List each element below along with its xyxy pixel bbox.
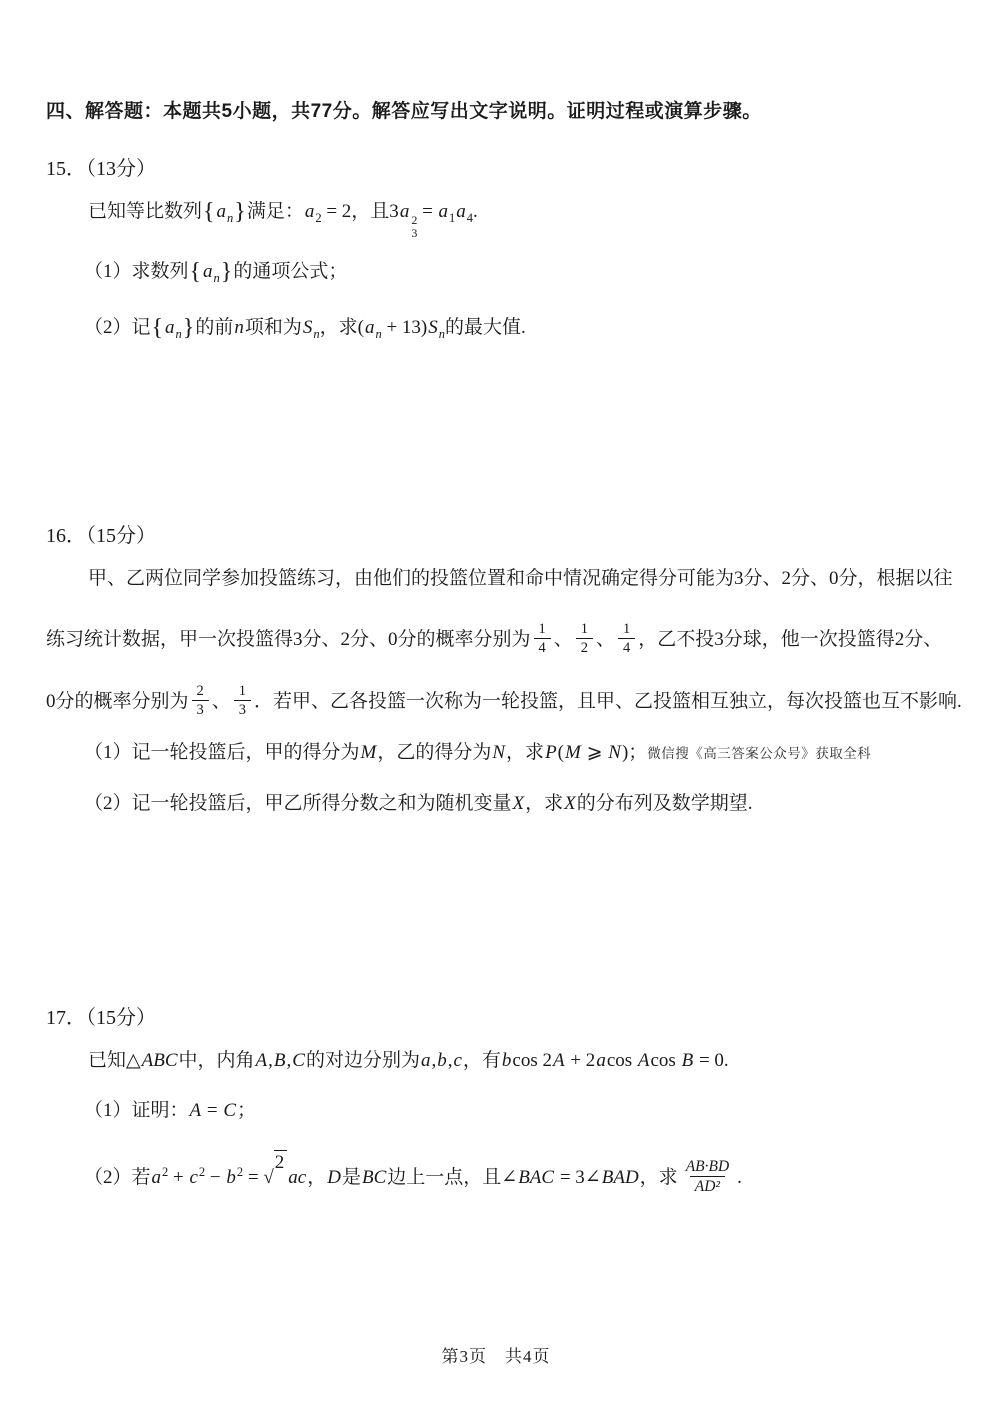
math-variable: a [364,317,375,339]
curly-brace: } [182,315,195,342]
question-block [46,1001,940,1206]
text-run: ，乙不投3分球，他一次投篮得2分、 [638,629,943,651]
text-run: 的最大值. [444,317,526,339]
watermark-text: 微信搜《高三答案公众号》获取全科 [647,746,872,762]
text-run: （1）求数列 [84,261,189,283]
math-subscripted [216,201,234,225]
subscript: n [313,327,320,342]
math-variable: b [501,1050,512,1072]
text-run: （2）记一轮投篮后，甲乙所得分数之和为随机变量 [84,793,512,815]
question-line [46,255,940,295]
math-variable: a [304,201,315,222]
text-run: + 2 [565,1050,596,1072]
math-variable: b [226,1167,236,1189]
fraction-numerator: 1 [238,683,247,700]
superscript: 2 [236,1165,244,1180]
fraction-denominator: 3 [192,700,209,719]
text-run: 、 [211,691,231,713]
math-variable: X [512,793,525,815]
question-line [46,195,940,239]
math-subscripted [304,201,322,225]
math-variable: ac [288,1167,307,1189]
text-run: ( [557,742,564,764]
math-variable: c [453,1050,462,1072]
math-variable: a [456,201,466,222]
text-run: 的前 [195,317,234,339]
curly-brace: { [151,315,164,342]
text-run: . [737,1167,742,1189]
radical-sign: √ [263,1167,274,1189]
math-subscripted [427,317,445,342]
superscript: 2 [411,213,418,227]
text-run: , [431,1050,437,1072]
math-variable: c [189,1167,198,1189]
subscript: 1 [449,211,456,225]
text-run: ，求 [525,793,564,815]
question-number: 15．（13分） [46,158,156,180]
text-run: , [447,1050,453,1072]
math-variable: B [273,1050,286,1072]
question-line [46,1044,940,1078]
curly-brace: } [220,259,233,286]
math-variable: BC [362,1167,387,1189]
radicand: 2 [274,1150,288,1175]
math-variable: S [302,317,313,339]
math-superscripted [188,1167,205,1188]
subscript: n [175,327,182,342]
math-variable: n [234,317,244,339]
math-variable: N [492,742,506,764]
text-run: 满足： [246,201,304,222]
text-run: 、 [596,629,616,651]
fraction-numerator: 1 [538,621,546,638]
math-variable: a [420,1050,431,1072]
math-variable: a [203,261,213,283]
text-run: 0分的概率分别为 [46,691,189,713]
superscript: 2 [162,1165,169,1180]
fraction-denominator: AD² [690,1176,725,1196]
fraction [681,1157,734,1197]
math-variable: S [428,317,438,339]
fraction [234,682,251,719]
text-run: ，求 [506,742,545,764]
math-variable: a [438,201,449,222]
text-run: （1）记一轮投篮后，甲的得分为 [84,742,360,764]
text-run: , [268,1050,273,1072]
text-run: ，乙的得分为 [377,742,492,764]
text-run: = [417,201,438,222]
page-footer-text: 第3页 共4页 [441,1347,551,1366]
text-run: ．若甲、乙各投篮一次称为一轮投篮，且甲、乙投篮相互独立，每次投篮也互不影响. [254,691,962,713]
math-variable: A [552,1050,565,1072]
section-header: 四、解答题：本题共5小题，共77分。解答应写出文字说明。证明过程或演算步骤。 [46,101,762,122]
text-run: = 3∠ [555,1167,601,1189]
fraction-numerator: 2 [196,683,204,700]
question-block [46,152,940,351]
text-run: , [286,1050,292,1072]
fraction-numerator: AB·BD [685,1157,730,1175]
math-variable: C [223,1100,237,1122]
text-run: 甲、乙两位同学参加投篮练习，由他们的投篮位置和命中情况确定得分可能为3分、2分、0分，根据以往 [88,568,953,590]
text-run: ，求( [319,317,364,339]
text-run: cos 2 [512,1050,552,1072]
math-variable: a [399,201,410,222]
math-variable: ABC [141,1050,178,1072]
math-variable: B [681,1050,694,1072]
question-line [46,787,940,821]
text-run: 的对边分别为 [305,1050,420,1072]
math-variable: a [596,1050,606,1072]
text-run: ， [307,1167,327,1189]
text-run: cos [650,1050,681,1072]
subscript: 2 [315,211,322,225]
math-subscripted [164,317,182,342]
text-run: − [205,1167,226,1189]
fraction-denominator: 3 [234,700,251,719]
text-run: . [473,201,478,222]
question-line [46,612,943,668]
fraction-denominator: 2 [576,638,593,657]
superscript: 2 [198,1165,206,1180]
subscript: n [375,327,382,342]
fraction [534,620,551,657]
math-variable: a [165,317,175,339]
math-variable: X [564,793,576,815]
text-run: （2）记 [84,317,151,339]
text-run: )； [621,742,648,764]
text-run: 中，内角 [178,1050,255,1072]
curly-brace: } [234,199,246,225]
text-run: 已知△ [88,1050,141,1072]
text-run: = 2，且3 [321,201,399,222]
math-sub-superscripted [399,201,418,240]
math-variable: C [292,1050,305,1072]
text-run: 是 [341,1167,361,1189]
math-variable: P [545,742,557,764]
question-line [46,1094,940,1128]
fraction [192,682,209,719]
math-superscripted [151,1167,169,1188]
math-variable: N [608,742,621,764]
text-run: 的分布列及数学期望. [576,793,753,815]
curly-brace: { [189,259,202,286]
fraction [576,620,593,657]
math-subscripted [302,317,320,342]
question-line [46,1144,940,1206]
page-footer [0,1342,992,1367]
math-variable: BAD [601,1167,639,1189]
text-run: （1）证明： [84,1100,189,1122]
text-run: ⩾ [581,742,608,764]
question-number: 17．（15分） [46,1007,156,1030]
math-variable: BAC [518,1167,555,1189]
text-run: ，求 [639,1167,678,1189]
questions-container [46,152,962,1206]
math-variable: A [637,1050,650,1072]
text-run: + 13) [381,317,428,339]
math-variable: D [327,1167,341,1189]
question-line [46,562,953,596]
math-subscripted [202,261,220,286]
subscript: n [438,327,445,342]
square-root [263,1150,287,1206]
math-subscripted [364,317,382,342]
text-run: = [243,1167,264,1189]
fraction-denominator: 4 [618,638,635,657]
subscript: n [227,211,234,225]
question-line [46,311,940,351]
fraction [618,620,635,657]
text-run: 已知等比数列 [88,201,203,222]
text-run: = [202,1100,223,1122]
fraction-numerator: 1 [623,621,631,638]
math-subscripted [455,201,474,225]
text-run: 项和为 [244,317,302,339]
fraction-denominator: 4 [534,638,551,657]
text-run: cos [606,1050,637,1072]
question-line [46,674,962,730]
subscript: 4 [466,211,474,225]
math-variable: M [360,742,377,764]
question-block [46,519,962,821]
text-run: ； [237,1100,257,1122]
math-subscripted [438,201,456,225]
text-run: 的通项公式； [233,261,348,283]
subscript: 3 [411,225,418,240]
math-variable: a [216,201,227,222]
math-variable: a [151,1167,162,1189]
text-run: = 0. [694,1050,729,1072]
math-superscripted [225,1167,243,1188]
curly-brace: { [203,199,215,225]
text-run: 、 [553,629,573,651]
math-variable: b [437,1050,447,1072]
question-number: 16．（15分） [46,525,156,548]
text-run: 边上一点，且∠ [387,1167,518,1189]
math-variable: A [255,1050,268,1072]
subscript: n [213,271,220,286]
text-run: + [168,1167,189,1189]
math-variable: A [189,1100,202,1122]
question-line [46,736,940,771]
text-run: 练习统计数据，甲一次投篮得3分、2分、0分的概率分别为 [46,629,531,651]
math-variable: M [565,742,581,764]
text-run: （2）若 [84,1167,151,1189]
text-run: ，有 [462,1050,501,1072]
fraction-numerator: 1 [580,621,589,638]
